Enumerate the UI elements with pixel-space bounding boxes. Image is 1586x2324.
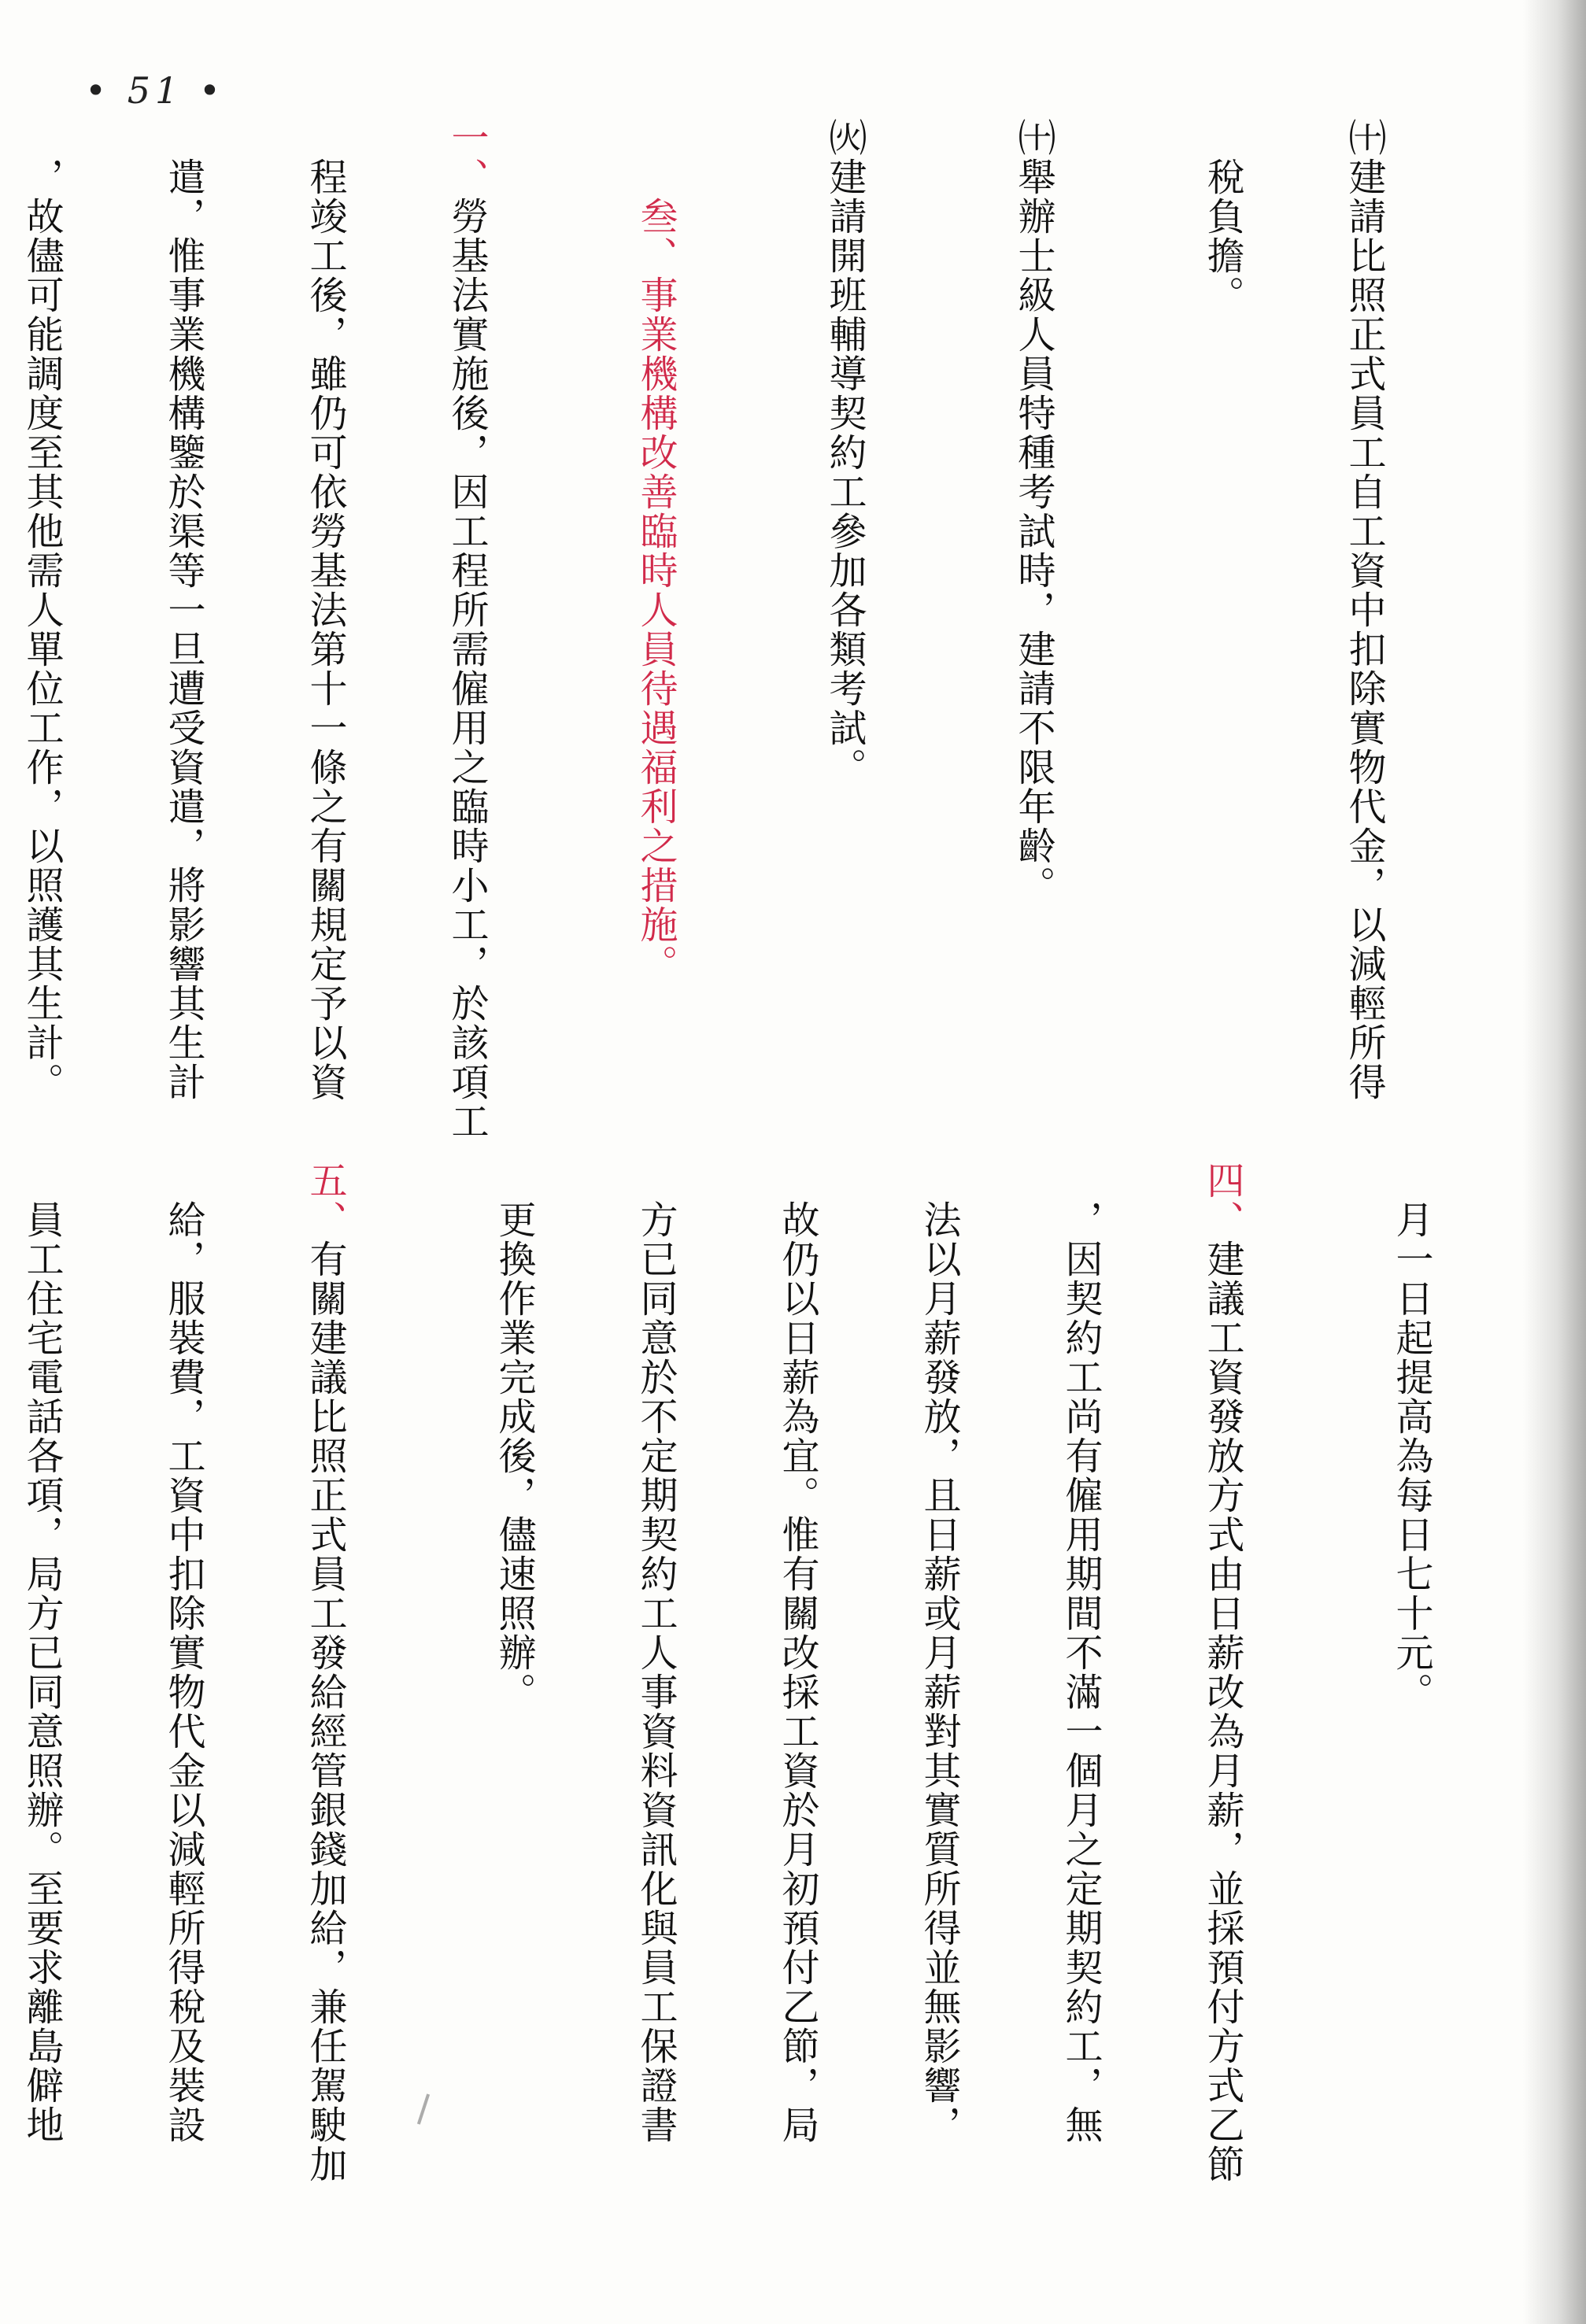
lower-text-block xyxy=(0,1161,1529,2208)
item1-line3: 遣，惟事業機構鑒於渠等一旦遭受資遣，將影響其生計 xyxy=(161,157,205,1102)
item5-text1: 有關建議比照正式員工發給經管銀錢加給，兼任駕駛加 xyxy=(303,1240,347,2184)
item5-line2: 給，服裝費，工資中扣除實物代金以減輕所得稅及裝設 xyxy=(161,1200,205,2145)
item1-line1 xyxy=(443,118,490,1149)
item4-line4: 故仍以日薪為宜。惟有關改採工資於月初預付乙節，局 xyxy=(775,1200,819,2145)
item5-line1 xyxy=(301,1161,349,2208)
item1-text1: 勞基法實施後，因工程所需僱用之臨時小工，於該項工 xyxy=(445,197,489,1141)
item4-line3: 法以月薪發放，且日薪或月薪對其實質所得並無影響， xyxy=(917,1200,961,2145)
section-title: 叁、事業機構改善臨時人員待遇福利之措施。 xyxy=(634,197,678,984)
item4-line6: 更換作業完成後，儘速照辦。 xyxy=(492,1200,536,1712)
item11-line1: ㈩建請比照正式員工自工資中扣除實物代金，以減輕所得 xyxy=(1342,118,1386,1102)
item13-line1: ㈫建請開班輔導契約工參加各類考試。 xyxy=(823,118,867,787)
item1-marker: 一、 xyxy=(445,118,489,197)
item4-marker: 四、 xyxy=(1200,1161,1244,1240)
item4-text1: 建議工資發放方式由日薪改為月薪，並採預付方式乙節 xyxy=(1200,1240,1244,2184)
item4-line2: ，因契約工尚有僱用期間不滿一個月之定期契約工，無 xyxy=(1059,1200,1103,2145)
item12-line1: ㈩舉辦士級人員特種考試時，建請不限年齡。 xyxy=(1011,118,1055,905)
page-edge-shadow xyxy=(1523,0,1586,2324)
item1-line2: 程竣工後，雖仍可依勞基法第十一條之有關規定予以資 xyxy=(303,157,347,1102)
item5-marker: 五、 xyxy=(303,1161,347,1240)
upper-text-block xyxy=(0,118,1529,1149)
cont-line1: 月一日起提高為每日七十元。 xyxy=(1389,1200,1433,1712)
item5-line3: 員工住宅電話各項，局方已同意照辦。至要求離島僻地 xyxy=(20,1200,64,2145)
item11-line2: 稅負擔。 xyxy=(1200,157,1244,315)
item4-line5: 方已同意於不定期契約工人事資料資訊化與員工保證書 xyxy=(634,1200,678,2145)
page-number: • 51 • xyxy=(85,69,226,112)
item4-line1 xyxy=(1199,1161,1246,2208)
item1-line4: ，故儘可能調度至其他需人單位工作，以照護其生計。 xyxy=(20,157,64,1102)
